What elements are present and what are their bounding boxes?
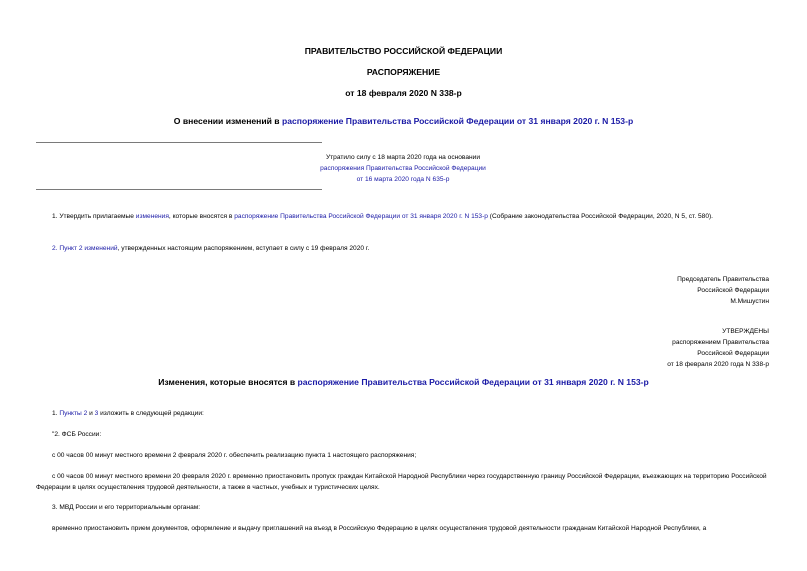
document-title (0, 116, 807, 126)
document-type: РАСПОРЯЖЕНИЕ (366, 67, 441, 77)
signature-block (677, 274, 769, 307)
quote-mvd-item-1: временно приостановить прием документов, оформление и выдачу приглашений на въезд в Российскую Федерацию в целях осуществления трудовой деятельности гражданам Китайской Народной Республики, а (52, 525, 707, 532)
changes-item-1-text: изложить в следующей редакции: (98, 410, 204, 417)
paragraph-1-text-c: (Собрание законодательства Российской Федерации, 2020, N 5, ст. 580). (487, 213, 714, 220)
notice-line-1: Утратило силу с 18 марта 2020 года на основании (325, 154, 481, 161)
paragraph-1-text-b: , которые вносятся в (168, 213, 235, 220)
quote-mvd: 3. МВД России и его территориальным органам: (52, 504, 201, 511)
divider-bottom (36, 189, 322, 190)
document-date-number: от 18 февраля 2020 N 338-р (345, 88, 462, 98)
order-153-link[interactable]: распоряжение Правительства Российской Федерации от 31 января 2020 г. N 153-р (234, 213, 488, 220)
document-title-prefix: О внесении изменений в (173, 116, 282, 126)
item-2-changes-link[interactable]: Пункт 2 изменений (59, 245, 118, 252)
signature-name: М.Мишустин (730, 298, 769, 305)
approved-block (667, 326, 769, 370)
signature-country: Российской Федерации (697, 287, 769, 294)
quote-fsb-item-1: с 00 часов 00 минут местного времени 2 февраля 2020 г. обеспечить реализацию пункта 1 настоящего распоряжения; (52, 452, 417, 459)
approved-title: УТВЕРЖДЕНЫ (722, 328, 769, 335)
quote-fsb: "2. ФСБ России: (52, 431, 102, 438)
signature-position: Председатель Правительства (677, 276, 769, 283)
changes-item-1-and: и (87, 410, 95, 417)
paragraph-2-text: , утвержденных настоящим распоряжением, вступает в силу с 19 февраля 2020 г. (117, 245, 370, 252)
notice-link-2[interactable]: от 16 марта 2020 года N 635-р (356, 176, 450, 183)
divider-top (36, 142, 322, 143)
paragraph-1 (36, 211, 771, 222)
document-title-link[interactable]: распоряжение Правительства Российской Федерации от 31 января 2020 г. N 153-р (281, 116, 634, 126)
approved-line-3: Российской Федерации (697, 350, 769, 357)
paragraph-1-text-a: 1. Утвердить прилагаемые (52, 213, 136, 220)
quote-fsb-item-2: с 00 часов 00 минут местного времени 20 февраля 2020 г. временно приостановить пропуск граждан Китайской Народной Республики через государственную границу Российской Федерации, въезжающих на территорию Российской Федерации в целях осуществления трудовой деятельности, а также в частных, учебных и туристических целях. (36, 473, 767, 491)
approved-line-4: от 18 февраля 2020 года N 338-р (667, 361, 769, 368)
paragraph-2-number: 2. (52, 245, 60, 252)
changes-item-1 (36, 408, 771, 419)
paragraph-2 (36, 243, 771, 254)
notice-link-1[interactable]: распоряжения Правительства Российской Федерации (320, 165, 486, 172)
approved-line-2: распоряжением Правительства (672, 339, 769, 346)
status-notice (308, 152, 498, 185)
changes-title-prefix: Изменения, которые вносятся в (158, 377, 298, 387)
government-name: ПРАВИТЕЛЬСТВО РОССИЙСКОЙ ФЕДЕРАЦИИ (304, 46, 503, 56)
changes-title-link[interactable]: распоряжение Правительства Российской Федерации от 31 января 2020 г. N 153-р (297, 377, 649, 387)
changes-link[interactable]: изменения (135, 213, 169, 220)
items-2-link[interactable]: Пункты 2 (59, 410, 88, 417)
item-3-link[interactable]: 3 (94, 410, 99, 417)
changes-item-1-number: 1. (52, 410, 60, 417)
changes-title (0, 377, 807, 387)
